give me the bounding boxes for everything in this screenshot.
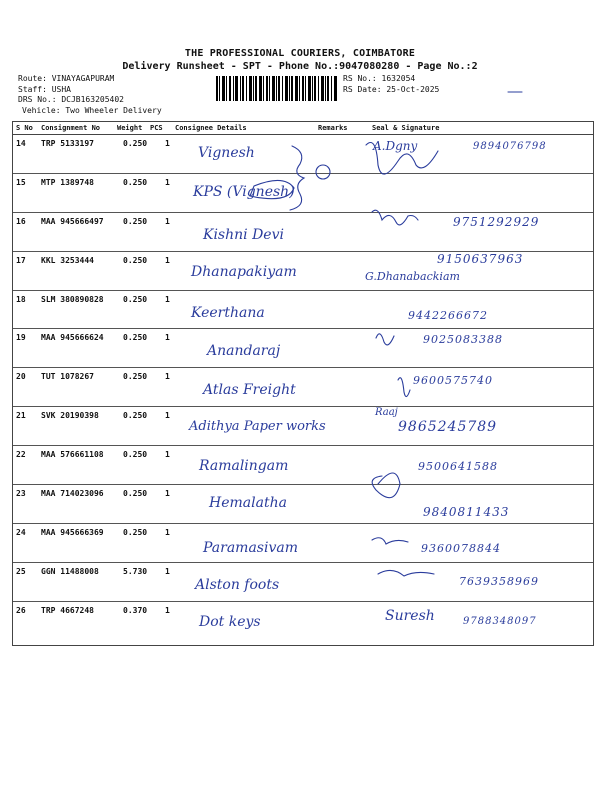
document-title: THE PROFESSIONAL COURIERS, COIMBATORE <box>184 48 416 59</box>
row-weight: 0.250 <box>123 255 148 265</box>
row-sno: 21 <box>16 411 26 421</box>
phone-handwriting: 9442266672 <box>408 308 488 322</box>
row-consignment: MTP 1389748 <box>41 177 94 187</box>
phone-handwriting: 9500641588 <box>418 460 498 474</box>
row-consignment: MAA 945666369 <box>41 527 104 537</box>
row-consignment: TRP 4667248 <box>41 605 94 615</box>
delivery-table <box>12 121 594 646</box>
consignee-handwriting: Adithya Paper works <box>189 419 326 435</box>
row-sno: 14 <box>16 139 26 148</box>
table-row <box>13 213 593 252</box>
table-row <box>13 291 593 330</box>
rs-date: RS Date: 25-Oct-2025 <box>343 84 440 94</box>
consignee-handwriting: Ramalingam <box>199 458 289 475</box>
route-label: Route: VINAYAGAPURAM <box>18 74 115 83</box>
consignee-handwriting: Anandaraj <box>207 343 281 360</box>
barcode <box>216 76 338 101</box>
table-row <box>13 329 593 368</box>
consignee-handwriting: Kishni Devi <box>203 226 284 243</box>
row-sno: 16 <box>16 216 26 226</box>
phone-handwriting: 9788348097 <box>463 615 537 627</box>
staff-label: Staff: USHA <box>18 84 71 94</box>
row-weight: 0.250 <box>123 333 148 343</box>
phone-handwriting: 9600575740 <box>413 374 493 388</box>
row-consignment: SVK 20190398 <box>41 411 99 421</box>
table-row <box>13 174 593 213</box>
phone-handwriting: 9751292929 <box>453 214 540 229</box>
row-sno: 24 <box>16 527 26 537</box>
runsheet-meta-right <box>343 74 439 95</box>
phone-handwriting: 9150637963 <box>437 251 524 266</box>
row-pcs: 1 <box>165 566 170 576</box>
row-sno: 25 <box>16 566 26 576</box>
row-pcs: 1 <box>165 411 170 421</box>
table-row <box>13 368 593 407</box>
row-weight: 0.250 <box>123 411 148 421</box>
row-consignment: MAA 945666624 <box>41 333 104 343</box>
table-row <box>13 602 593 641</box>
document-subtitle: Delivery Runsheet - SPT - Phone No.:9047080280 - Page No.:2 <box>122 61 478 72</box>
col-pcs: PCS <box>150 124 163 132</box>
table-row <box>13 446 593 485</box>
row-weight: 0.250 <box>123 527 148 537</box>
row-sno: 19 <box>16 333 26 343</box>
consignee-handwriting: Dot keys <box>199 613 261 630</box>
row-pcs: 1 <box>165 139 170 148</box>
row-pcs: 1 <box>165 177 170 187</box>
table-row <box>13 135 593 174</box>
rs-number: RS No.: 1632054 <box>343 74 416 83</box>
table-row <box>13 485 593 524</box>
phone-handwriting: 7639358969 <box>459 574 539 588</box>
consignee-handwriting: Dhanapakiyam <box>191 263 297 280</box>
phone-handwriting: 9025083388 <box>423 333 503 347</box>
consignee-handwriting: KPS (Vignesh) <box>193 183 295 200</box>
row-pcs: 1 <box>165 294 170 304</box>
row-pcs: 1 <box>165 216 170 226</box>
row-sno: 22 <box>16 450 26 460</box>
signature-handwriting: Raaj <box>375 407 398 419</box>
consignee-handwriting: Atlas Freight <box>203 382 296 399</box>
row-consignment: MAA 714023096 <box>41 489 104 499</box>
row-weight: 0.250 <box>123 139 148 148</box>
signature-handwriting: A.Dgny <box>373 139 418 153</box>
row-pcs: 1 <box>165 255 170 265</box>
consignee-handwriting: Paramasivam <box>203 539 298 556</box>
row-sno: 23 <box>16 489 26 499</box>
row-weight: 5.730 <box>123 566 148 576</box>
drs-number: DRS No.: DCJB163205402 <box>18 95 124 104</box>
vehicle-label: Vehicle: Two Wheeler Delivery <box>22 105 162 115</box>
consignee-handwriting: Alston foots <box>195 576 280 593</box>
col-remarks: Remarks <box>318 124 348 132</box>
table-header <box>13 122 593 135</box>
row-consignment: KKL 3253444 <box>41 255 94 265</box>
consignee-handwriting: Hemalatha <box>209 495 287 512</box>
row-consignment: TRP 5133197 <box>41 139 94 148</box>
row-weight: 0.250 <box>123 372 148 382</box>
col-sno: S No <box>16 124 33 132</box>
col-weight: Weight <box>117 124 143 132</box>
row-pcs: 1 <box>165 450 170 460</box>
row-weight: 0.250 <box>123 450 148 460</box>
row-weight: 0.250 <box>123 216 148 226</box>
phone-handwriting: 9840811433 <box>423 505 510 520</box>
row-pcs: 1 <box>165 372 170 382</box>
row-pcs: 1 <box>165 605 170 615</box>
table-row <box>13 407 593 446</box>
row-sno: 18 <box>16 294 26 304</box>
consignee-handwriting: Vignesh <box>198 145 255 161</box>
signature-handwriting: G.Dhanabackiam <box>365 269 460 283</box>
row-consignment: SLM 380890828 <box>41 294 104 304</box>
table-rows <box>13 135 593 641</box>
row-consignment: GGN 11488008 <box>41 566 99 576</box>
row-weight: 0.250 <box>123 177 148 187</box>
row-pcs: 1 <box>165 527 170 537</box>
table-row <box>13 252 593 291</box>
row-pcs: 1 <box>165 489 170 499</box>
row-consignment: MAA 945666497 <box>41 216 104 226</box>
row-consignment: MAA 576661108 <box>41 450 104 460</box>
row-sno: 17 <box>16 255 26 265</box>
col-consignment: Consignment No <box>41 124 101 132</box>
phone-handwriting: 9360078844 <box>421 541 501 555</box>
signature-handwriting: Suresh <box>385 607 435 624</box>
table-row <box>13 524 593 563</box>
phone-handwriting: 9865245789 <box>398 419 498 436</box>
table-row <box>13 563 593 602</box>
row-weight: 0.250 <box>123 489 148 499</box>
row-sno: 15 <box>16 177 26 187</box>
row-sno: 20 <box>16 372 26 382</box>
row-weight: 0.250 <box>123 294 148 304</box>
phone-handwriting: 9894076798 <box>473 141 547 152</box>
row-sno: 26 <box>16 605 26 615</box>
consignee-handwriting: Keerthana <box>191 304 265 321</box>
row-consignment: TUT 1078267 <box>41 372 94 382</box>
runsheet-meta-left <box>18 74 162 116</box>
col-consignee: Consignee Details <box>175 124 247 132</box>
row-pcs: 1 <box>165 333 170 343</box>
row-weight: 0.370 <box>123 605 148 615</box>
col-seal-signature: Seal & Signature <box>372 124 440 132</box>
